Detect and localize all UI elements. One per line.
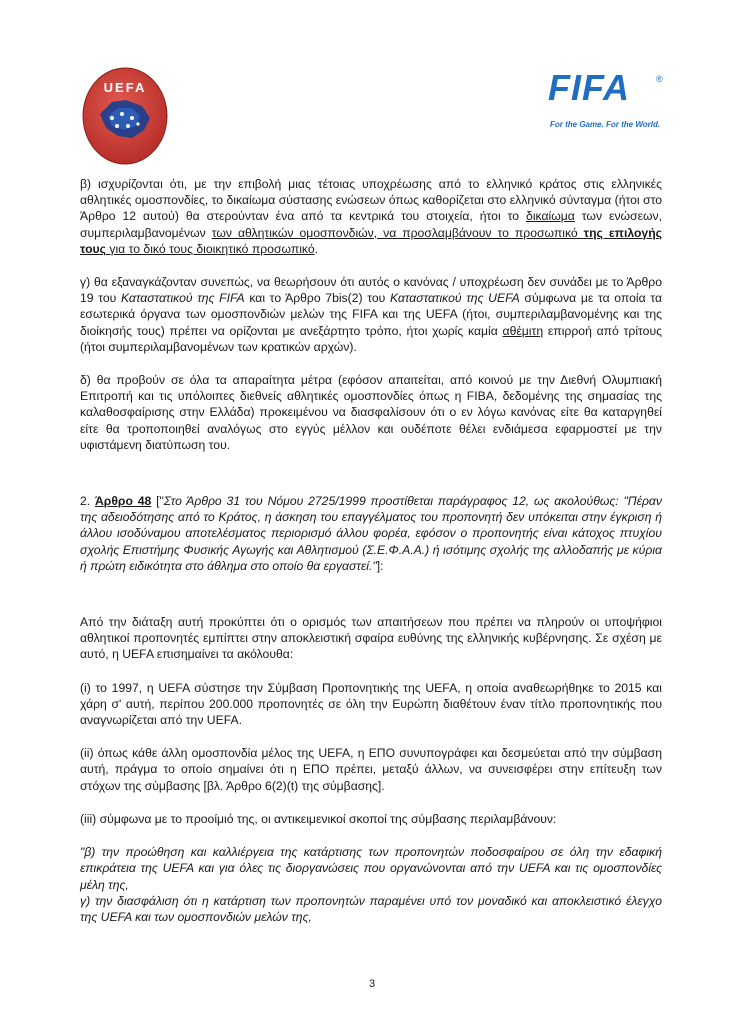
text-run: και το Άρθρο 7bis(2) του bbox=[244, 291, 390, 306]
text-run: των ενώσεων, συμπεριλαμβανομένων bbox=[80, 209, 662, 240]
fifa-tagline: For the Game. For the World. bbox=[550, 120, 661, 129]
underlined-text: για το δικό τους διοικητικό προσωπικό bbox=[105, 241, 315, 256]
uefa-logo bbox=[82, 66, 168, 166]
paragraph-article-48 bbox=[80, 493, 662, 574]
article-48-reference: Άρθρο 48 bbox=[94, 494, 152, 509]
text-run: β) ισχυρίζονται ότι, με την επιβολή μιας τέτοιας υποχρέωσης από το ελληνικό κράτος στις ελληνικές αθλητικές ομοσπονδίες, το δικαίωμα σύστασης ενώσεων όπως καθορίζεται στο ελληνικό σύνταγμα (ήτοι στο Άρθρο 12 αυτού) θα στερούνταν ένα από τα κεντρικά του στοιχεία, ήτοι το bbox=[80, 177, 662, 224]
paragraph-item-i: (i) το 1997, η UEFA σύστησε την Σύμβαση Προπονητικής της UEFA, η οποία αναθεωρήθηκε το 2015 και χάρη σ' αυτή, περίπου 200.000 προπονητές σε όλη την Ευρώπη διαθέτουν έναν τίτλο προπονητικής που αναγνωρίζεται από την UEFA. bbox=[80, 680, 662, 728]
italic-text: Καταστατικού της UEFA bbox=[389, 291, 520, 306]
document-body bbox=[80, 176, 662, 925]
paragraph-intro: Από την διάταξη αυτή προκύπτει ότι ο ορισμός των απαιτήσεων που πρέπει να πληρούν οι υποψήφιοι αθλητικοί προπονητές εμπίπτει στην αποκλειστική σφαίρα ευθύνης της ελληνικής κυβέρνησης. Σε σχέση με αυτό, η UEFA επισημαίνει τα ακόλουθα: bbox=[80, 615, 662, 662]
quote-beta: "β) την προώθηση και καλλιέργεια της κατάρτισης των προπονητών ποδοσφαίρου σε όλη την εδαφική επικράτεια της UEFA και για όλες τις διοργανώσεις που οργανώνονται από την UEFA και τις ομοσπονδίες μέλη της, bbox=[80, 845, 662, 892]
text-run: . bbox=[314, 241, 319, 256]
paragraph-gamma bbox=[80, 274, 662, 355]
italic-text: Καταστατικού της FIFA bbox=[120, 291, 245, 306]
underlined-text: δικαίωμα bbox=[526, 209, 575, 224]
quote-gamma: γ) την διασφάλιση ότι η κατάρτιση των προπονητών παραμένει υπό τον μοναδικό και αποκλειστικό έλεγχο της UEFA και των ομοσπονδιών μελών της, bbox=[80, 893, 662, 924]
paragraph-item-ii: (ii) όπως κάθε άλλη ομοσπονδία μέλος της UEFA, η ΕΠΟ συνυπογράφει και δεσμεύεται από την σύμβαση αυτή, πράγμα το οποίο σημαίνει ότι η ΕΠΟ πρέπει, μεταξύ άλλων, να συνεισφέρει στην επίτευξη των στόχων της σύμβασης [βλ. Άρθρο 6(2)(t) της σύμβασης]. bbox=[80, 746, 662, 793]
text-run: επιρροή από τρίτους (ήτοι συμπεριλαμβανομένων των κρατικών αρχών). bbox=[80, 323, 662, 354]
text-run: σύμφωνα με τα οποία τα εσωτερικά όργανα των ομοσπονδιών μελών της FIFA και της UEFA (ήτοι, συμπεριλαμβανομένης και της διοίκησής τους) πρέπει να ορίζονται με ανεξάρτητο τρόπο, ήτοι χωρίς καμία bbox=[80, 291, 663, 338]
underlined-text: αθέμιτη bbox=[502, 323, 544, 338]
fifa-logo bbox=[548, 67, 680, 132]
fifa-registered-mark: ® bbox=[656, 74, 663, 84]
underlined-bold-text: της επιλογής τους bbox=[80, 225, 662, 256]
text-run: γ) θα εξαναγκάζονταν συνεπώς, να θεωρήσουν ότι αυτός ο κανόνας / υποχρέωση δεν συνάδει με το Άρθρο 19 του bbox=[80, 275, 662, 306]
item-number: 2. bbox=[80, 494, 95, 509]
fifa-logo-text: FIFA bbox=[548, 67, 630, 108]
underlined-text: των αθλητικών ομοσπονδιών, να προσλαμβάνουν το προσωπικό bbox=[211, 225, 584, 240]
paragraph-delta: δ) θα προβούν σε όλα τα απαραίτητα μέτρα (εφόσον απαιτείται, από κοινού με την Διεθνή Ολυμπιακή Επιτροπή και τις υπόλοιπες διεθνείς αθλητικές ομοσπονδίες όπως η FIBA, δεδομένης της σημασίας της καλαθοσφαίρισης στην Ελλάδα) προκειμένου να διασφαλίσουν ότι ο εν λόγω κανόνας είτε θα καταργηθεί είτε θα τροποποιηθεί αναλόγως στο εγγύς μέλλον και ουδέποτε θέλει ενδιάμεσα εφαρμοστεί με την υφιστάμενη διατύπωση του. bbox=[80, 373, 662, 452]
paragraph-item-iii: (iii) σύμφωνα με το προοίμιό της, οι αντικειμενικοί σκοποί της σύμβασης περιλαμβάνουν: bbox=[80, 811, 557, 826]
article-48-quote: Στο Άρθρο 31 του Νόμου 2725/1999 προστίθεται παράγραφος 12, ως ακολούθως: "Πέραν της αδειοδότησης από το Κράτος, η άσκηση του επαγγέλματος του προπονητή δεν υπόκειται στην έγκριση ή άλλου ισοδύναμου αποτελέσματος περιορισμό άλλου φορέα, εφόσον ο προπονητής είναι κάτοχος πτυχίου σχολής Επιστήμης Φυσικής Αγωγής και Αθλητισμού (Σ.Ε.Φ.Α.Α.) ή ισότιμης σχολής της αλλοδαπής με κύρια ή πρώτη ειδικότητα στο άθλημα στο οποίο θα εργαστεί." bbox=[80, 494, 662, 573]
uefa-logo-text: UEFA bbox=[103, 80, 147, 95]
page-number: 3 bbox=[368, 978, 376, 990]
text-run: ]: bbox=[376, 558, 384, 573]
text-run: [" bbox=[151, 494, 164, 509]
paragraph-beta bbox=[80, 176, 662, 257]
